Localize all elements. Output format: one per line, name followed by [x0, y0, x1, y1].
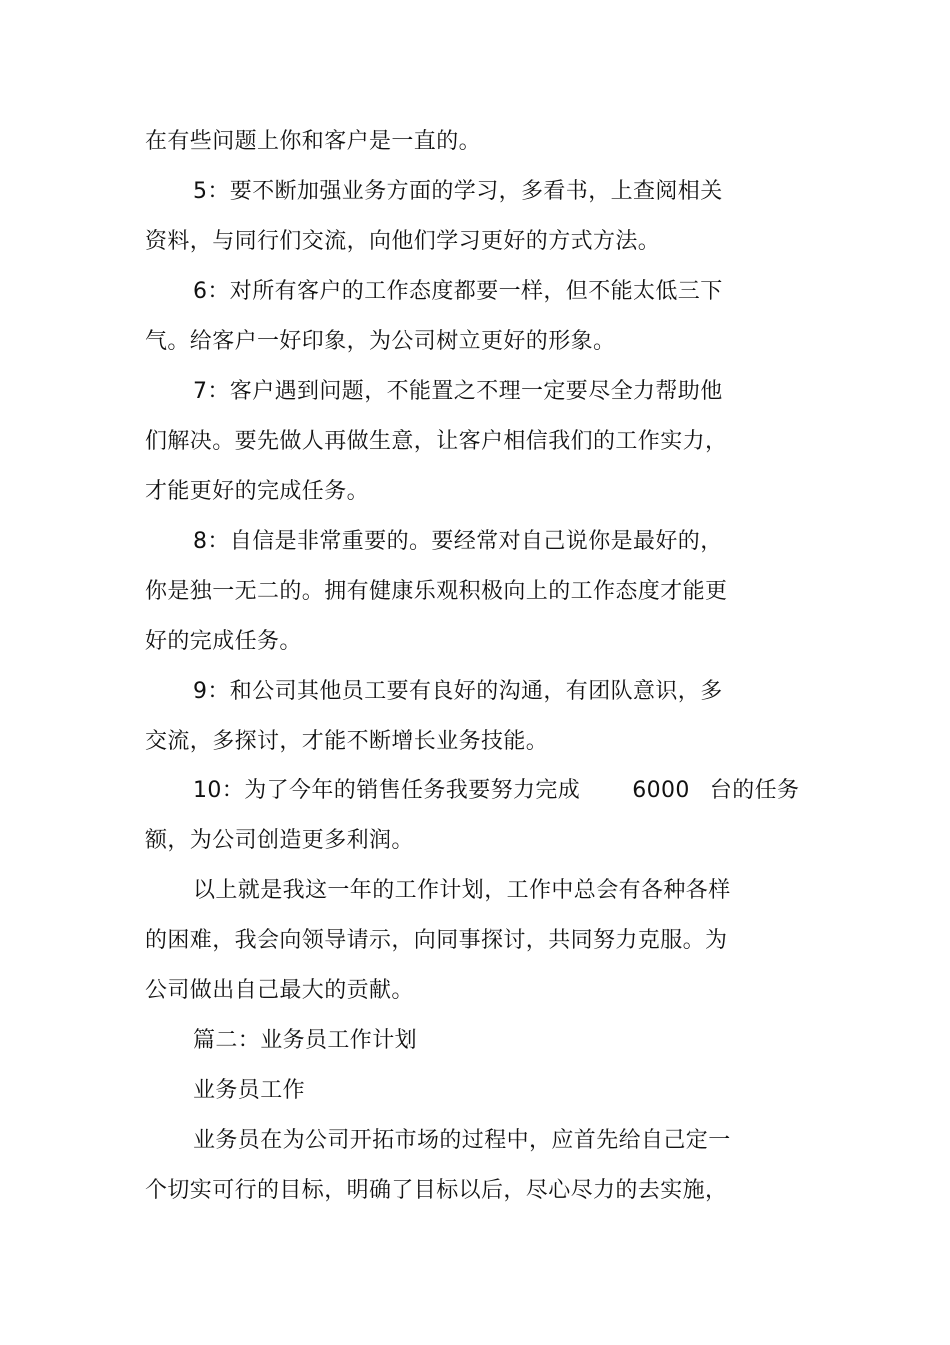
section-heading: 篇二：业务员工作计划	[193, 1028, 418, 1053]
text-line	[193, 776, 799, 806]
text-line: 9：和公司其他员工要有良好的沟通，有团队意识，多	[193, 679, 723, 704]
text-line: 的困难，我会向领导请示，向同事探讨，共同努力克服。为	[145, 928, 728, 953]
text-segment: 台的任务	[709, 778, 800, 803]
text-line: 5：要不断加强业务方面的学习，多看书，上查阅相关	[193, 179, 723, 204]
text-line: 7：客户遇到问题，不能置之不理一定要尽全力帮助他	[193, 379, 723, 404]
text-line: 业务员在为公司开拓市场的过程中，应首先给自己定一	[193, 1128, 731, 1153]
text-segment: 10：为了今年的销售任务我要努力完成	[193, 778, 581, 803]
text-line: 资料，与同行们交流，向他们学习更好的方式方法。	[145, 229, 661, 254]
text-line: 你是独一无二的。拥有健康乐观积极向上的工作态度才能更	[145, 579, 728, 604]
text-line: 好的完成任务。	[145, 629, 302, 654]
text-line: 8：自信是非常重要的。要经常对自己说你是最好的，	[193, 529, 723, 554]
text-line: 在有些问题上你和客户是一直的。	[145, 129, 482, 154]
subheading: 业务员工作	[193, 1078, 306, 1103]
text-line: 气。给客户一好印象，为公司树立更好的形象。	[145, 329, 616, 354]
text-line: 个切实可行的目标，明确了目标以后，尽心尽力的去实施，	[145, 1178, 728, 1203]
text-line: 公司做出自己最大的贡献。	[145, 978, 414, 1003]
text-line: 以上就是我这一年的工作计划，工作中总会有各种各样	[193, 878, 731, 903]
text-line: 额，为公司创造更多利润。	[145, 828, 414, 853]
text-line: 才能更好的完成任务。	[145, 479, 370, 504]
text-line: 们解决。要先做人再做生意，让客户相信我们的工作实力，	[145, 429, 728, 454]
quantity-value: 6000	[632, 778, 690, 803]
text-line: 6：对所有客户的工作态度都要一样，但不能太低三下	[193, 279, 723, 304]
text-line: 交流，多探讨，才能不断增长业务技能。	[145, 729, 549, 754]
